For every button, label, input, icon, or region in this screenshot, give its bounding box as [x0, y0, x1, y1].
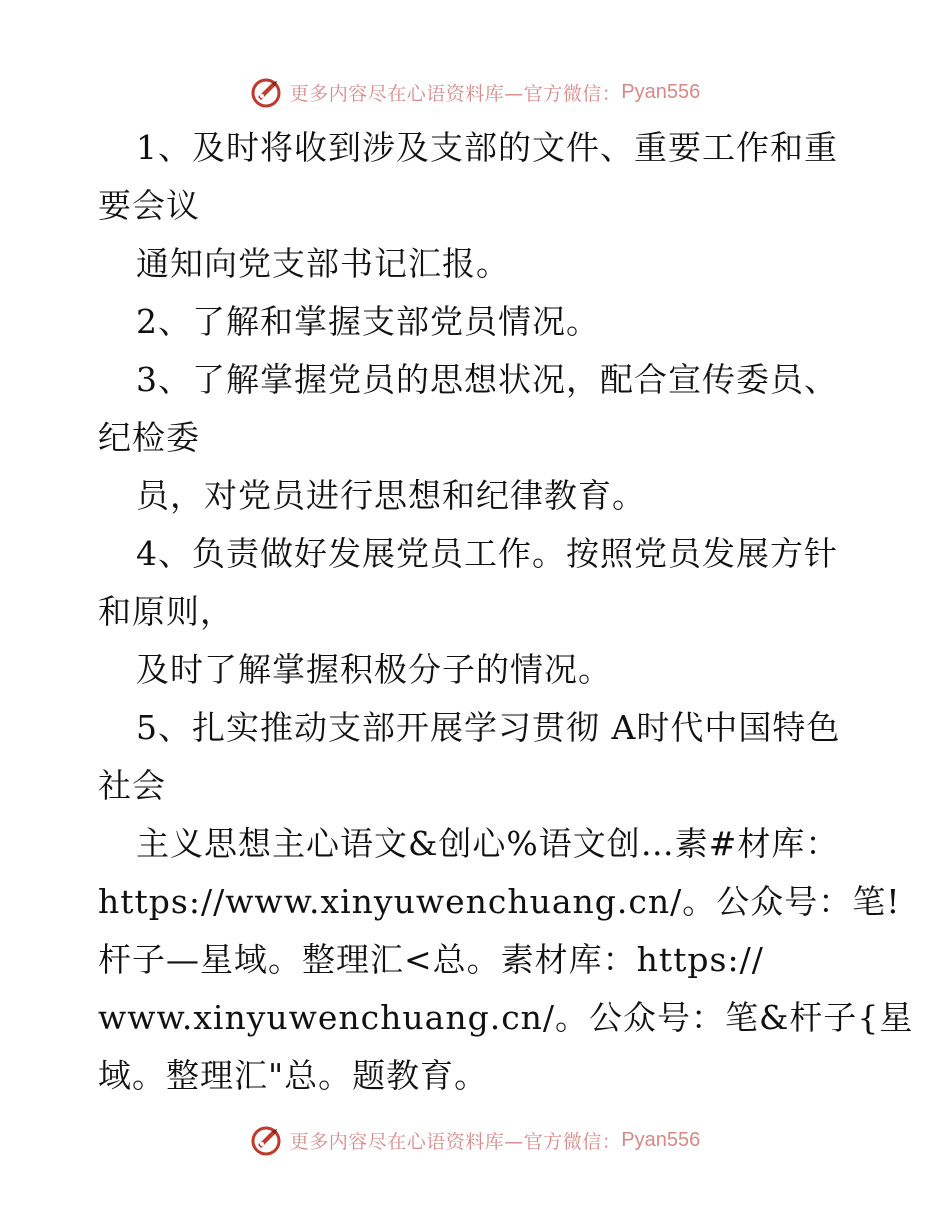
banner-text: 更多内容尽在心语资料库—官方微信： [289, 1130, 622, 1153]
text-line: 员，对党员进行思想和纪律教育。 [136, 476, 646, 515]
banner-account: Pyan556 [621, 1128, 701, 1151]
text-line: 主义思想主心语文&创心%语文创…素#材库： [136, 824, 840, 863]
text-line: 域。整理汇"总。题教育。 [98, 1056, 489, 1095]
footer-banner [0, 1120, 950, 1160]
text-line: 4、负责做好发展党员工作。按照党员发展方针 [136, 534, 838, 573]
text-line: https://www.xinyuwenchuang.cn/。公众号：笔! [98, 882, 901, 921]
text-line: 2、了解和掌握支部党员情况。 [136, 302, 600, 341]
text-line: 纪检委 [98, 418, 200, 457]
banner-account: Pyan556 [621, 80, 701, 103]
pen-circle-logo-icon [250, 1123, 284, 1157]
banner-text: 更多内容尽在心语资料库—官方微信： [289, 82, 622, 105]
pen-circle-logo-icon [250, 75, 284, 109]
text-line: 通知向党支部书记汇报。 [136, 244, 510, 283]
text-line: 3、了解掌握党员的思想状况，配合宣传委员、 [136, 360, 838, 399]
text-line: 杆子—星域。整理汇<总。素材库：https:// [98, 940, 764, 979]
text-line: 5、扎实推动支部开展学习贯彻 A时代中国特色 [136, 708, 841, 747]
text-line: 1、及时将收到涉及支部的文件、重要工作和重 [136, 128, 838, 167]
text-line: www.xinyuwenchuang.cn/。公众号：笔&杆子{星 [98, 998, 914, 1037]
text-line: 及时了解掌握积极分子的情况。 [136, 650, 612, 689]
text-line: 要会议 [98, 186, 200, 225]
text-line: 和原则， [98, 592, 234, 631]
text-line: 社会 [98, 766, 166, 805]
header-banner [0, 72, 950, 112]
